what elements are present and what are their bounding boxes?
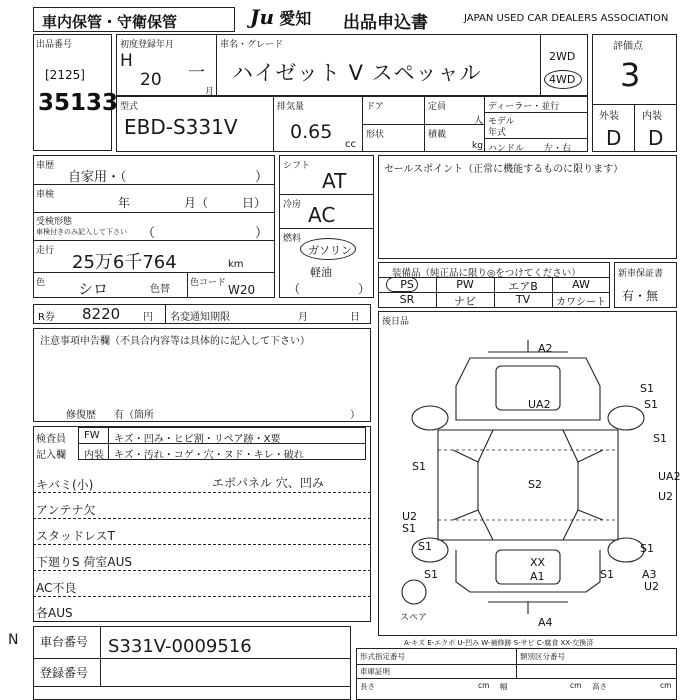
diagram-mark-16: S1	[600, 568, 614, 581]
diagram-mark-13: S1	[424, 568, 438, 581]
load-unit: kg	[472, 141, 483, 151]
diagram-mark-7: UA2	[658, 470, 681, 483]
equipment-pw: PW	[456, 278, 474, 291]
warranty-options: 有・無	[622, 289, 659, 303]
diagram-mark-5: S1	[412, 460, 426, 473]
note-line-3: アンテナ欠	[36, 503, 96, 517]
type-value: EBD-S331V	[124, 115, 238, 139]
color-change-label: 色替	[150, 284, 170, 295]
storage-tab	[33, 7, 235, 32]
ju-logo-aichi: 愛知	[279, 9, 312, 28]
equipment-leather-seat: カワシート	[556, 297, 606, 308]
class-label: 類別区分番号	[520, 652, 565, 661]
color-value: シロ	[78, 280, 109, 298]
color-code-label: 色コード	[190, 278, 227, 288]
cert-label: 車庫証明	[360, 667, 390, 676]
inspection-type-label: 受検形態	[36, 217, 73, 227]
diagram-mark-18: U2	[644, 580, 660, 593]
capacity-label: 定員	[428, 102, 447, 112]
model-label: 車名・グレード	[220, 40, 284, 50]
capacity-unit: 人	[474, 116, 484, 126]
diagram-mark-6: S2	[528, 478, 542, 491]
mileage-unit: km	[228, 259, 244, 270]
width-unit: cm	[570, 681, 582, 690]
model-year-label2: 年式	[488, 128, 507, 138]
history-label: 車歴	[36, 161, 55, 171]
fuel-open: （	[288, 282, 301, 296]
model-year-label: モデル	[488, 117, 515, 127]
repair-value: 有（箇所	[114, 410, 154, 421]
ju-logo-mark: Ju	[250, 5, 275, 29]
shift-label: シフト	[283, 161, 311, 171]
registration-month-unit: 月	[205, 87, 215, 97]
model-value: ハイゼット V スペッャル	[232, 61, 482, 85]
inspector-label2: 記入欄	[36, 450, 66, 461]
fw-items: キズ・凹み・ヒビ割・リペア跡・X要	[114, 434, 281, 445]
repair-close: ）	[350, 410, 360, 421]
aircon-label: 冷房	[283, 200, 302, 210]
recycle-unit: 円	[143, 312, 153, 323]
history-value: 自家用・（	[68, 170, 127, 185]
inspection-year-unit: 年	[118, 196, 131, 210]
grade-exterior-value: D	[606, 126, 622, 150]
shape-label: 形状	[366, 130, 385, 140]
diagram-mark-11: S1	[402, 522, 416, 535]
recycle-value: 8220	[82, 305, 121, 323]
damage-legend: A-キズ E-エクボ U-凹み W-補修跡 S-サビ C-腐食 XX-交換済	[404, 639, 594, 647]
dealer-label: ディーラー・並行	[488, 102, 560, 112]
grade-value: 3	[620, 56, 641, 94]
grade-interior-label: 内装	[642, 111, 662, 122]
after-sale-label: 後日品	[382, 317, 410, 327]
diagram-mark-9: S1	[418, 540, 432, 553]
inspection-day-unit: 日）	[242, 196, 267, 210]
inspection-type-close: ）	[255, 226, 269, 241]
diagram-mark-1: UA2	[528, 398, 551, 411]
notes-label: 注意事項申告欄（不具合内容等は具体的に記入して下さい）	[40, 336, 310, 347]
fuel-close: ）	[358, 282, 371, 296]
registration-year: 20	[140, 70, 162, 90]
displacement-unit: cc	[345, 139, 356, 150]
reg-label: 登録番号	[40, 666, 89, 680]
inspection-month-unit: 月（	[184, 196, 209, 210]
inspection-type-sub: 車検付きのみ記入して下さい	[36, 228, 127, 236]
length-label: 長さ	[360, 682, 375, 691]
door-label: ドア	[366, 102, 384, 112]
name-change-day: 日	[350, 312, 360, 323]
length-unit: cm	[478, 681, 490, 690]
note-line-2: エボパネル 穴、凹み	[212, 476, 324, 490]
equipment-airbag: エアB	[508, 280, 538, 293]
diagram-mark-8: U2	[402, 510, 418, 523]
note-line-6: AC不良	[36, 581, 77, 595]
grade-interior-value: D	[648, 126, 664, 150]
grade-exterior-label: 外装	[599, 111, 619, 122]
shift-value: AT	[322, 169, 347, 193]
lot-number: 35133	[38, 90, 119, 116]
interior-label: 内装	[84, 450, 104, 461]
diagram-mark-15: A1	[530, 570, 545, 583]
width-label: 幅	[500, 682, 508, 691]
name-change-month: 月	[298, 312, 308, 323]
equipment-sr: SR	[399, 293, 415, 306]
height-unit: cm	[660, 681, 672, 690]
load-label: 積載	[428, 130, 447, 140]
equipment-navi: ナビ	[454, 295, 476, 308]
diagram-mark-10: U2	[658, 490, 674, 503]
lot-code: [2125]	[45, 68, 85, 82]
handle-label: ハンドル	[488, 144, 525, 154]
diagram-mark-20: スペア	[400, 613, 428, 623]
aircon-value: AC	[308, 203, 336, 227]
document-title: 出品申込書	[343, 13, 428, 33]
note-line-5: 下廻りS 荷室AUS	[36, 555, 133, 569]
drive-4wd: 4WD	[549, 73, 576, 86]
fuel-diesel: 軽油	[310, 266, 332, 279]
note-line-1: キバミ(小)	[36, 478, 94, 492]
inspection-type-open: （	[142, 226, 156, 241]
type-label: 型式	[120, 102, 139, 112]
drive-2wd: 2WD	[549, 50, 576, 63]
car-damage-diagram	[378, 330, 681, 636]
lot-label: 出品番号	[36, 40, 73, 50]
equipment-tv: TV	[515, 293, 531, 306]
repair-label: 修復歴	[66, 410, 96, 421]
diagram-mark-17: A3	[642, 568, 657, 581]
history-close: ）	[255, 170, 269, 185]
chassis-value: S331V-0009516	[108, 636, 252, 657]
equipment-label: 装備品（純正品に限り◎をつけてください）	[392, 268, 581, 279]
equipment-aw: AW	[572, 278, 590, 291]
registration-label: 初度登録年月	[120, 40, 175, 50]
fuel-gasoline: ガソリン	[308, 244, 352, 257]
registration-era: H	[120, 51, 133, 71]
note-line-4: スタッドレスT	[36, 529, 115, 543]
storage-tab-text: 車内保管・守衛保管	[42, 13, 178, 31]
height-label: 高さ	[592, 682, 607, 691]
form-label: 形式指定番号	[360, 652, 405, 661]
chassis-label: 車台番号	[40, 635, 89, 649]
fuel-label: 燃料	[283, 234, 302, 244]
name-change-label: 名変通知期限	[170, 312, 230, 323]
diagram-mark-0: A2	[538, 342, 553, 355]
inspector-label1: 検査員	[36, 434, 66, 445]
interior-items: キズ・汚れ・コゲ・穴・ヌド・キレ・破れ	[114, 450, 304, 461]
mileage-label: 走行	[36, 246, 55, 256]
registration-month: 一	[188, 63, 205, 83]
diagram-mark-2: S1	[640, 382, 654, 395]
displacement-label: 排気量	[277, 102, 305, 112]
warranty-label: 新車保証書	[618, 269, 664, 279]
diagram-mark-14: XX	[530, 556, 546, 569]
side-mark: N	[8, 632, 19, 648]
note-line-7: 各AUS	[36, 606, 73, 620]
diagram-mark-3: S1	[644, 398, 658, 411]
displacement-value: 0.65	[290, 121, 333, 143]
document-title-en: JAPAN USED CAR DEALERS ASSOCIATION	[464, 13, 669, 24]
color-label: 色	[36, 278, 46, 288]
sales-point-label: セールスポイント（正常に機能するものに限ります）	[384, 164, 624, 175]
diagram-mark-19: A4	[538, 616, 553, 629]
fw-label: FW	[84, 430, 100, 441]
color-code-value: W20	[228, 283, 256, 297]
inspection-label: 車検	[36, 190, 55, 200]
equipment-ps: PS	[400, 278, 414, 291]
diagram-mark-12: S1	[640, 542, 654, 555]
ju-logo	[250, 5, 311, 29]
diagram-mark-4: S1	[653, 432, 667, 445]
handle-options: 左・右	[544, 144, 572, 154]
grade-label: 評価点	[613, 41, 643, 52]
recycle-label: R券	[38, 312, 55, 323]
mileage-value: 25万6千764	[72, 252, 177, 273]
